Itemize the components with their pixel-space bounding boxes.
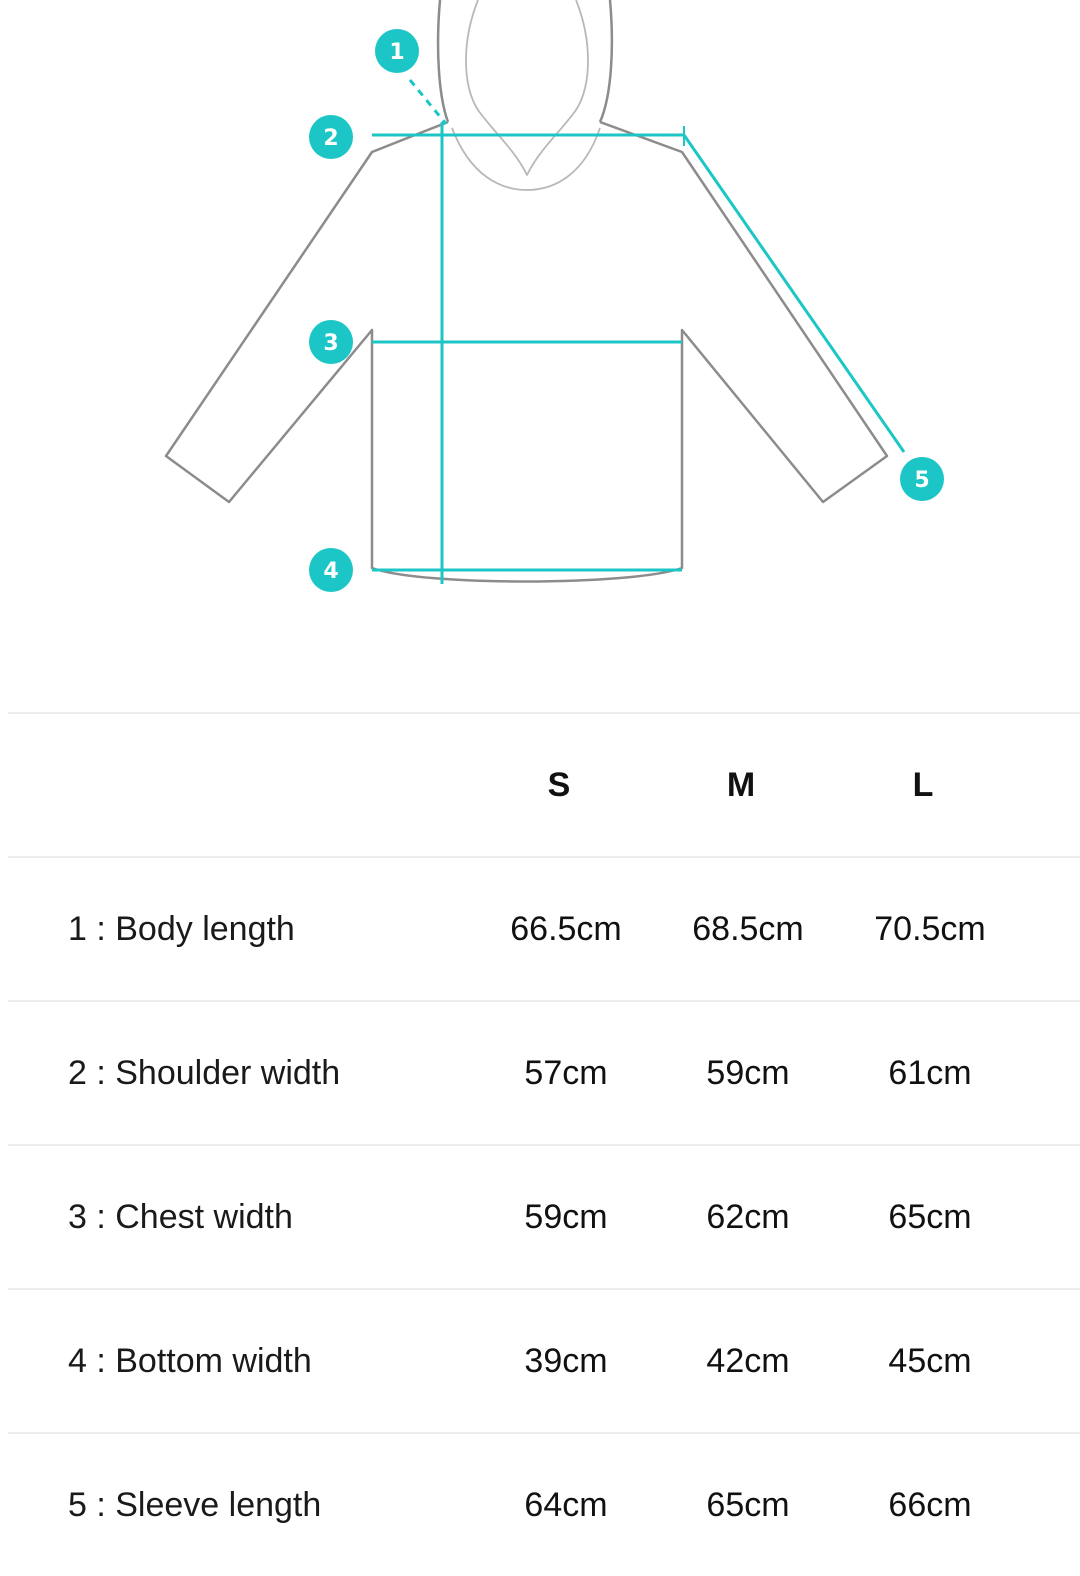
svg-text:5: 5 [914,468,930,493]
table-row-bottom-width [8,1288,1080,1432]
table-row-chest-width [8,1144,1080,1288]
value-l: 70.5cm [874,909,986,948]
marker-5 [900,457,944,501]
svg-text:3: 3 [323,331,339,356]
svg-text:4: 4 [323,559,339,584]
row-label: 2 : Shoulder width [68,1053,341,1092]
value-s: 66.5cm [510,909,622,948]
column-header-m: M [726,765,756,804]
svg-text:2: 2 [323,126,339,151]
neckline [452,128,600,190]
value-s: 64cm [524,1485,608,1524]
value-l: 61cm [888,1053,972,1092]
value-l: 65cm [888,1197,972,1236]
table-row-sleeve-length [8,1432,1080,1576]
table-row-body-length [8,856,1080,1000]
value-s: 39cm [524,1341,608,1380]
marker-1 [375,29,419,73]
table-row-shoulder-width [8,1000,1080,1144]
row-label: 1 : Body length [68,909,295,948]
value-m: 65cm [706,1485,790,1524]
size-table [8,712,1080,1576]
value-l: 45cm [888,1341,972,1380]
value-m: 68.5cm [692,909,804,948]
row-label: 4 : Bottom width [68,1341,312,1380]
hoodie-outline [166,0,887,582]
value-s: 57cm [524,1053,608,1092]
svg-text:1: 1 [389,40,405,65]
column-header-l: L [912,765,934,804]
measurement-lines [372,80,904,584]
value-s: 59cm [524,1197,608,1236]
row-label: 5 : Sleeve length [68,1485,322,1524]
marker-4 [309,548,353,592]
value-m: 59cm [706,1053,790,1092]
column-header-s: S [547,765,571,804]
sleeve-length-line [684,135,904,452]
value-l: 66cm [888,1485,972,1524]
row-label: 3 : Chest width [68,1197,293,1236]
value-m: 42cm [706,1341,790,1380]
size-table-header [8,712,1080,856]
marker-2 [309,115,353,159]
marker-3 [309,320,353,364]
body-outline [166,122,887,582]
hoodie-measurement-diagram [0,0,1080,640]
value-m: 62cm [706,1197,790,1236]
hood-outer [438,0,612,122]
hood-inner [466,0,588,175]
